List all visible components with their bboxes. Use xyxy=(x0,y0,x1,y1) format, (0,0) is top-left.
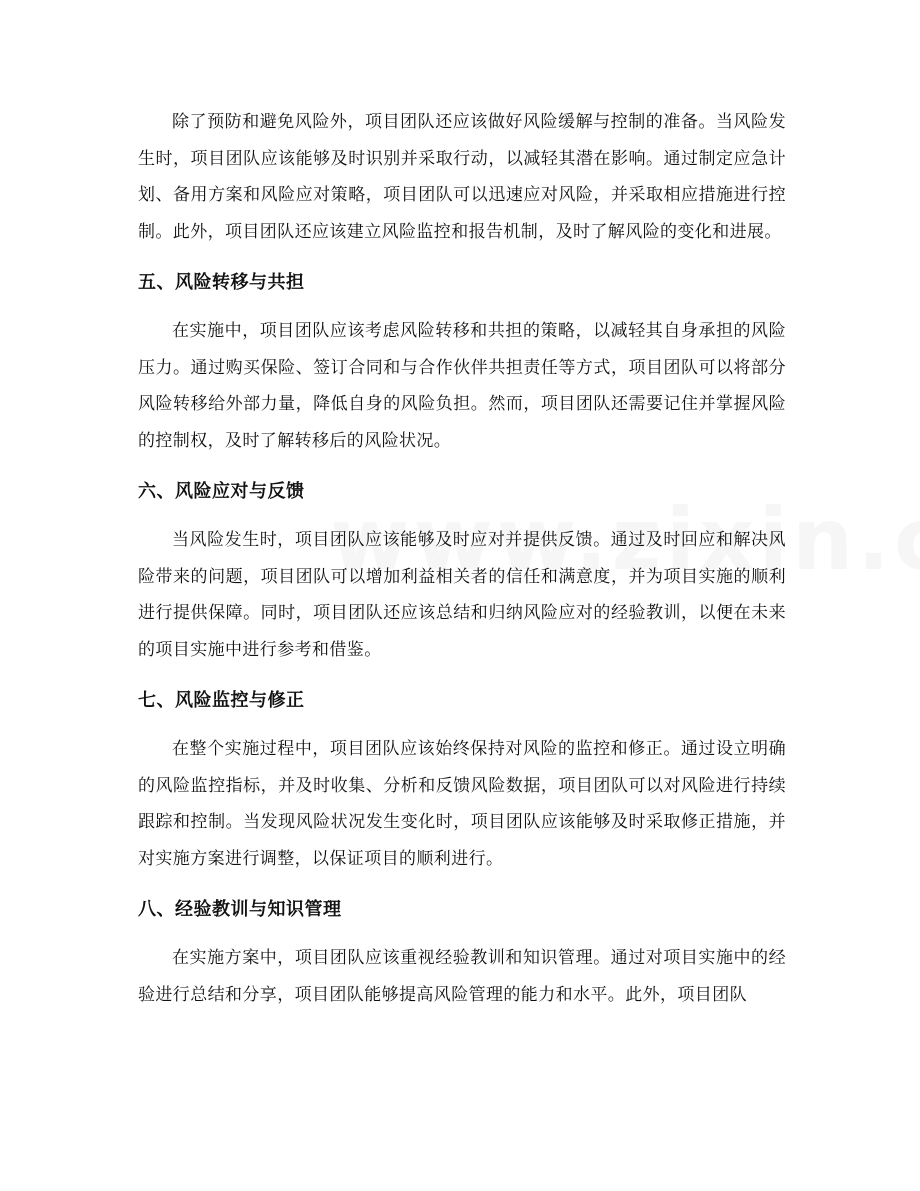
section-paragraph: 在实施方案中，项目团队应该重视经验教训和知识管理。通过对项目实施中的经验进行总结和分享，项目团队能够提高风险管理的能力和水平。此外，项目团队 xyxy=(138,948,786,1005)
section-heading: 五、风险转移与共担 xyxy=(138,272,305,293)
intro-paragraph: 除了预防和避免风险外，项目团队还应该做好风险缓解与控制的准备。当风险发生时，项目团队应该能够及时识别并采取行动，以减轻其潜在影响。通过制定应急计划、备用方案和风险应对策略，项目团队可以迅速应对风险，并采取相应措施进行控制。此外，项目团队还应该建立风险监控和报告机制，及时了解风险的变化和进展。 xyxy=(138,112,786,242)
section-heading: 六、风险应对与反馈 xyxy=(138,481,305,502)
document-body xyxy=(138,104,786,1013)
section-heading: 七、风险监控与修正 xyxy=(138,690,305,711)
section-paragraph: 在整个实施过程中，项目团队应该始终保持对风险的监控和修正。通过设立明确的风险监控指标，并及时收集、分析和反馈风险数据，项目团队可以对风险进行持续跟踪和控制。当发现风险状况发生变化时，项目团队应该能够及时采取修正措施，并对实施方案进行调整，以保证项目的顺利进行。 xyxy=(138,739,786,869)
section-paragraph: 当风险发生时，项目团队应该能够及时应对并提供反馈。通过及时回应和解决风险带来的问题，项目团队可以增加利益相关者的信任和满意度，并为项目实施的顺利进行提供保障。同时，项目团队还应该总结和归纳风险应对的经验教训，以便在未来的项目实施中进行参考和借鉴。 xyxy=(138,530,786,660)
section-paragraph: 在实施中，项目团队应该考虑风险转移和共担的策略，以减轻其自身承担的风险压力。通过购买保险、签订合同和与合作伙伴共担责任等方式，项目团队可以将部分风险转移给外部力量，降低自身的风险负担。然而，项目团队还需要记住并掌握风险的控制权，及时了解转移后的风险状况。 xyxy=(138,321,786,451)
section-heading: 八、经验教训与知识管理 xyxy=(138,899,342,920)
